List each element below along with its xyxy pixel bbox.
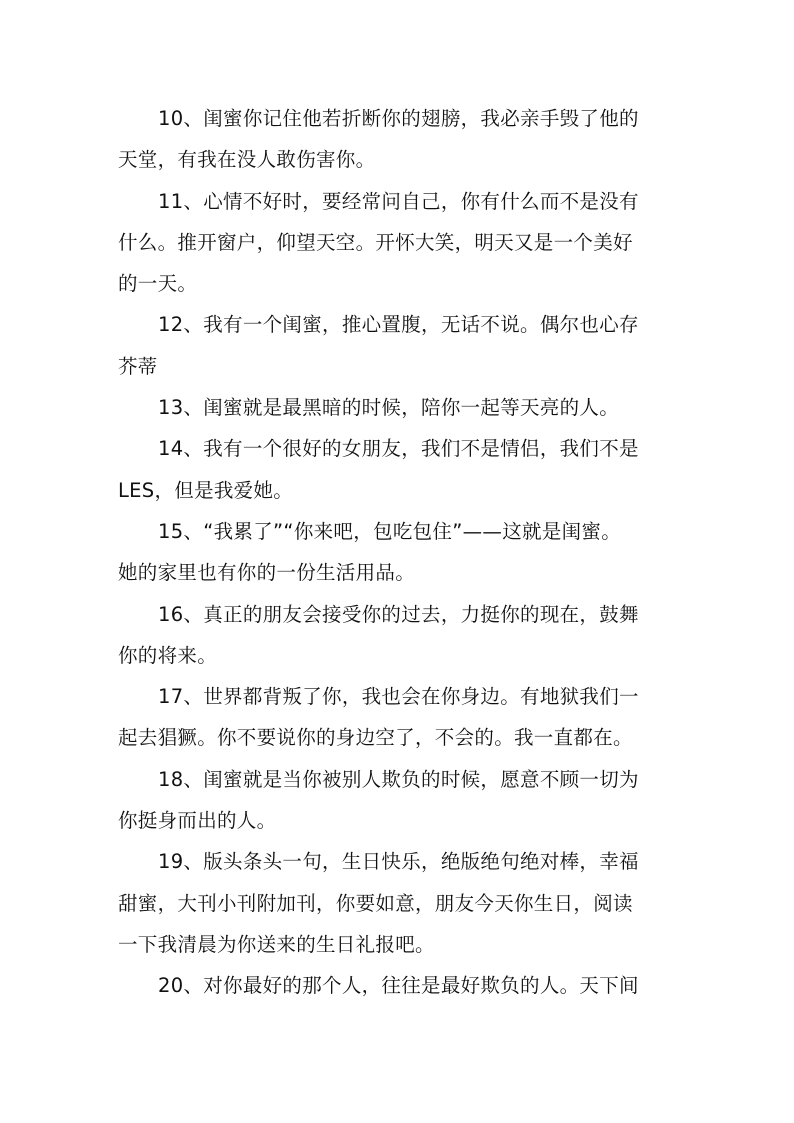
paragraph-13 [118,387,678,428]
paragraph-line: 甜蜜，大刊小刊附加刊，你要如意，朋友今天你生日，阅读 [118,891,633,915]
paragraph-19 [118,841,678,965]
paragraph-line: 15、“我累了”“你来吧，包吃包住”——这就是闺蜜。 [158,519,622,543]
paragraph-line: 16、真正的朋友会接受你的过去，力挺你的现在，鼓舞 [158,602,639,626]
paragraph-line: 19、版头条头一句，生日快乐，绝版绝句绝对棒，幸福 [158,850,639,874]
paragraph-12 [118,304,678,387]
paragraph-line: 17、世界都背叛了你，我也会在你身边。有地狱我们一 [158,685,639,709]
paragraph-line: 一下我清晨为你送来的生日礼报吧。 [118,932,435,956]
paragraph-line: 11、心情不好时，要经常问自己，你有什么而不是没有 [158,189,639,213]
document-body [118,98,678,1007]
paragraph-line: 天堂，有我在没人敢伤害你。 [118,148,376,172]
paragraph-17 [118,676,678,759]
paragraph-11 [118,181,678,305]
paragraph-line: 起去猖獗。你不要说你的身边空了，不会的。我一直都在。 [118,726,633,750]
paragraph-14 [118,428,678,511]
paragraph-16 [118,594,678,677]
paragraph-20 [118,965,678,1006]
paragraph-line: 14、我有一个很好的女朋友，我们不是情侣，我们不是 [158,437,639,461]
paragraph-18 [118,759,678,842]
paragraph-line: 的一天。 [118,272,198,296]
paragraph-line: LES，但是我爱她。 [118,478,294,502]
paragraph-line: 你挺身而出的人。 [118,809,277,833]
paragraph-line: 13、闺蜜就是最黑暗的时候，陪你一起等天亮的人。 [158,396,620,420]
paragraph-line: 18、闺蜜就是当你被别人欺负的时候，愿意不顾一切为 [158,767,639,791]
paragraph-line: 12、我有一个闺蜜，推心置腹，无话不说。偶尔也心存 [158,313,639,337]
paragraph-line: 什么。推开窗户，仰望天空。开怀大笑，明天又是一个美好 [118,230,633,254]
paragraph-line: 10、闺蜜你记住他若折断你的翅膀，我必亲手毁了他的 [158,107,639,130]
paragraph-line: 20、对你最好的那个人，往往是最好欺负的人。天下间 [158,974,639,998]
paragraph-15 [118,511,678,594]
paragraph-line: 她的家里也有你的一份生活用品。 [118,561,416,585]
paragraph-10 [118,98,678,181]
paragraph-line: 芥蒂 [118,354,158,378]
paragraph-line: 你的将来。 [118,643,218,667]
